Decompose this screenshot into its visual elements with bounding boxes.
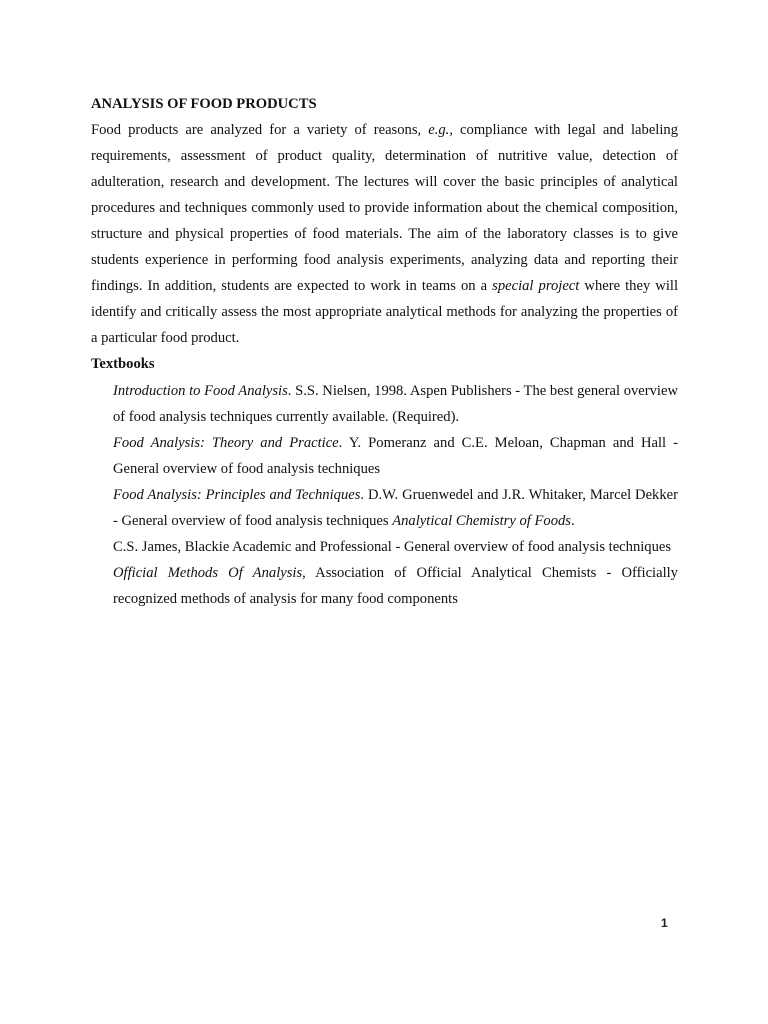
textbook-entry-segment: . Y. Pomeranz and C.E. Meloan, Chapman and Hall - General overview of food analysis techniques — [113, 435, 678, 477]
textbook-entry-segment: Food Analysis: Principles and Techniques — [113, 487, 361, 503]
textbook-entry-segment: . S.S. Nielsen, 1998. Aspen Publishers - The best general overview of food analysis techniques currently available. (Required). — [113, 383, 678, 425]
textbook-entry-segment: . — [570, 513, 575, 529]
textbook-entry — [113, 430, 678, 482]
textbook-entry — [113, 560, 678, 612]
textbook-entry-segment: C.S. James, Blackie Academic and Professional - General overview of food analysis techniques — [113, 539, 672, 555]
textbook-entry-segment: , Association of Official Analytical Chemists - Officially recognized methods of analysis for many food components — [113, 565, 678, 607]
textbook-entry-segment: . D.W. Gruenwedel and J.R. Whitaker, Marcel Dekker - General overview of food analysis techniques — [113, 487, 678, 529]
intro-paragraph — [91, 117, 678, 351]
intro-segment: Food products are analyzed for a variety of reasons, — [91, 122, 429, 138]
textbook-entry — [113, 534, 678, 560]
document-page — [91, 94, 678, 612]
textbook-entry-segment: Official Methods Of Analysis — [113, 565, 303, 581]
intro-segment: compliance with legal and labeling requirements, assessment of product quality, determination of nutritive value, detection of adulteration, research and development. The lectures will cover the basic principles of analytical procedures and techniques commonly used to provide information about the chemical composition, structure and physical properties of food materials. The aim of the laboratory classes is to give students experience in performing food analysis experiments, analyzing data and reporting their findings. In addition, students are expected to work in teams on a — [91, 122, 679, 294]
intro-segment: special project — [492, 278, 580, 294]
textbook-entry-segment: Analytical Chemistry of Foods — [392, 513, 571, 529]
textbook-entry-segment: Food Analysis: Theory and Practice — [113, 435, 339, 451]
textbook-list — [91, 378, 678, 612]
document-title: ANALYSIS OF FOOD PRODUCTS — [91, 96, 317, 112]
page-number: 1 — [661, 916, 668, 930]
textbooks-heading: Textbooks — [91, 356, 155, 372]
intro-segment: where they will identify and critically assess the most appropriate analytical methods for analyzing the properties of a particular food product. — [91, 278, 678, 346]
textbook-entry — [113, 482, 678, 534]
intro-segment: e.g., — [428, 122, 453, 138]
textbook-entry-segment: Introduction to Food Analysis — [113, 383, 288, 399]
textbook-entry — [113, 378, 678, 430]
